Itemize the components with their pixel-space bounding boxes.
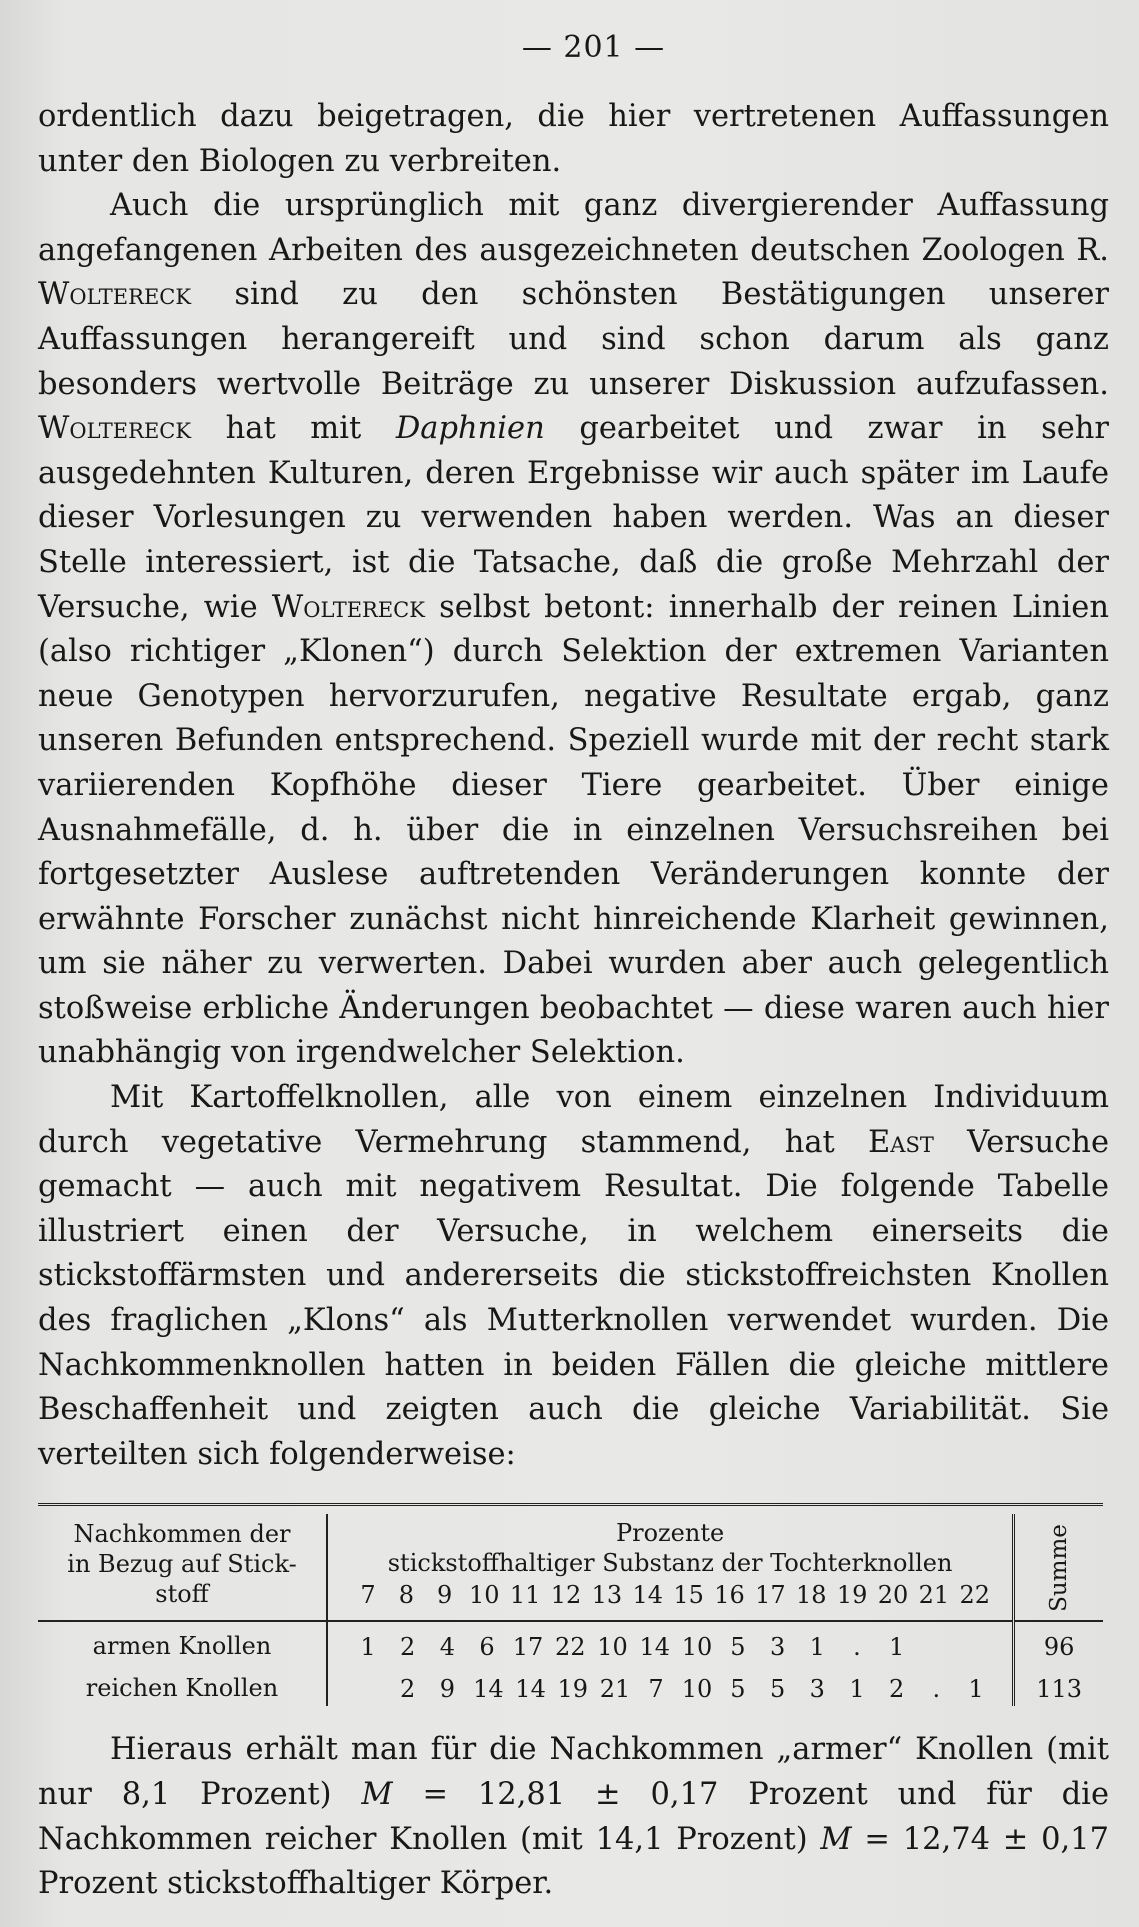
table-cell: 5 [730, 1633, 746, 1662]
table-cell: 2 [400, 1675, 416, 1704]
table-column-header: 19 [836, 1581, 868, 1610]
table-head-left-line: in Bezug auf Stick- [67, 1550, 297, 1579]
table-cell: 19 [557, 1675, 589, 1704]
author-name-east: East [868, 1124, 934, 1160]
table-row-values [327, 1621, 1014, 1664]
table-cell: 1 [809, 1633, 825, 1662]
taxon-daphnien: Daphnien [395, 411, 545, 447]
mean-symbol: M [361, 1777, 393, 1812]
table-cell: 1 [889, 1633, 905, 1662]
paragraph-4-text-b: = 12,81 ± 0,17 Prozent und für die Nachkommen reicher Knollen (mit 14,1 Prozent) [38, 1777, 1109, 1857]
table-header-row [38, 1514, 1103, 1621]
table-row [38, 1621, 1103, 1664]
table-head-subtitle: stickstoffhaltiger Substanz der Tochterknollen [387, 1549, 953, 1578]
table-cell: . [932, 1675, 941, 1704]
paragraph-2-text-a: Auch die ursprünglich mit ganz divergierender Auffassung angefangenen Arbeiten des ausgezeichneten deutschen Zoologen R. [38, 188, 1109, 268]
table-column-header: 17 [755, 1581, 786, 1610]
table-cell: 1 [360, 1633, 376, 1662]
table-cell: 2 [400, 1633, 416, 1662]
table-cell: 14 [473, 1675, 504, 1704]
table-cell [922, 1632, 950, 1662]
table-cell: 5 [730, 1675, 746, 1704]
paragraph-3-text-b: Versuche gemacht — auch mit negativem Resultat. Die folgende Tabelle illustriert einen der Versuche, in welchem einerseits die stickstoffärmsten und andererseits die stickstoffreichsten Knollen des fraglichen „Klons“ als Mutterknollen verwendet wurden. Die Nachkommenknollen hatten in beiden Fällen die gleiche mittlere Beschaffenheit und zeigten auch die gleiche Variabilität. Sie verteilten sich folgenderweise: [38, 1124, 1110, 1472]
paragraph-2-text-c: hat mit [191, 411, 396, 447]
table-cell: . [853, 1633, 861, 1662]
table-cell: 1 [968, 1675, 984, 1704]
paragraph-3 [38, 1076, 1109, 1477]
table-cell: 10 [681, 1633, 713, 1662]
paragraph-1: ordentlich dazu beigetragen, die hier vertretenen Auffassungen unter den Biologen zu verbreiten. [38, 99, 1109, 179]
table-column-header: 15 [673, 1581, 704, 1610]
paragraph-4-text-c: = 12,74 ± 0,17 Prozent stickstoffhaltiger Körper. [38, 1821, 1109, 1902]
table-cell: 17 [512, 1633, 544, 1662]
table-cell: 7 [648, 1675, 664, 1704]
table-column-header: 10 [468, 1581, 500, 1610]
table-cell [962, 1632, 990, 1662]
table-cell: 6 [479, 1633, 495, 1662]
table-column-header: 9 [437, 1581, 453, 1610]
paragraph-2-text-e: selbst betont: innerhalb der reinen Linien (also richtiger „Klonen“) durch Selektion der extremen Varianten neue Genotypen hervorzurufen, negative Resultate ergab, ganz unseren Befunden entsprechend. Speziell wurde mit der recht stark variierenden Kopfhöhe dieser Tiere gearbeitet. Über einige Ausnahmefälle, d. h. über die in einzelnen Versuchsreihen bei fortgesetzter Auslese auftretenden Veränderungen konnte der erwähnte Forscher zunächst nicht hinreichende Klarheit gewinnen, um sie näher zu verwerten. Dabei wurden aber auch gelegentlich stoßweise erbliche Änderungen beobachtet — diese waren auch hier unabhängig von irgendwelcher Selektion. [38, 589, 1109, 1071]
table-cell: 14 [515, 1675, 546, 1704]
author-name-woltereck: Woltereck [38, 411, 192, 447]
author-name-woltereck: Woltereck [38, 277, 192, 313]
paragraph-2-text-d: gearbeitet und zwar in sehr ausgedehnten Kulturen, deren Ergebnisse wir auch später im Laufe dieser Vorlesungen zu verwenden haben werden. Was an dieser Stelle interessiert, ist die Tatsache, daß die große Mehrzahl der Versuche, wie [38, 411, 1110, 625]
table-column-header: 12 [550, 1581, 582, 1610]
table-column-header: 8 [398, 1581, 414, 1610]
table-cell: 3 [769, 1633, 786, 1662]
table-column-header: 7 [360, 1581, 376, 1610]
table-cell: 1 [849, 1675, 865, 1704]
table-head-left-line: stoff [155, 1580, 209, 1609]
table-head-mid [327, 1514, 1014, 1621]
table-head-left-line: Nachkommen der [73, 1520, 291, 1549]
paragraph-2-text-b: sind zu den schönsten Bestätigungen unserer Auffassungen herangereift und sind schon darum als ganz besonders wertvolle Beiträge zu unserer Diskussion aufzufassen. [38, 277, 1109, 402]
table-row-cells [354, 1632, 990, 1662]
table-row-sum: 96 [1014, 1621, 1103, 1664]
table-head-sum [1014, 1514, 1103, 1621]
table-head-sum-label: Summe [1046, 1524, 1073, 1612]
paragraph-2 [38, 184, 1109, 1076]
author-name-woltereck: Woltereck [271, 589, 425, 625]
paragraph-4-text-a: Hieraus erhält man für die Nachkommen „armer“ Knollen (mit nur 8,1 Prozent) [38, 1732, 1109, 1812]
table-column-header: 16 [714, 1581, 745, 1610]
table-cell: 10 [597, 1633, 628, 1662]
table-row-label: armen Knollen [38, 1621, 327, 1664]
nitrogen-table [38, 1503, 1103, 1706]
table-head-left [38, 1514, 327, 1621]
mean-symbol: M [820, 1821, 852, 1857]
paragraph-3-text-a: Mit Kartoffelknollen, alle von einem einzelnen Individuum durch vegetative Vermehrung stammend, hat [38, 1080, 1109, 1160]
table-cell: 9 [439, 1675, 456, 1704]
table-column-header: 14 [632, 1581, 664, 1610]
table-column-header: 18 [795, 1581, 827, 1610]
table-column-header: 21 [918, 1581, 950, 1610]
table-top-rule [38, 1505, 1103, 1515]
table-cell: 3 [809, 1675, 825, 1704]
table-row-cells [354, 1674, 990, 1704]
table-column-headers [354, 1580, 990, 1610]
table-column-header: 11 [509, 1581, 541, 1610]
table-cell: 22 [554, 1633, 586, 1662]
table-cell: 10 [681, 1675, 713, 1704]
table-row-values [327, 1664, 1014, 1706]
page-number: — 201 — [521, 30, 666, 65]
table-head-title: Prozente [615, 1519, 725, 1548]
table-cell: 2 [889, 1675, 905, 1704]
table-cell: 14 [639, 1633, 670, 1662]
table-cell: 4 [439, 1633, 456, 1662]
table-row-label: reichen Knollen [38, 1664, 327, 1706]
table-cell [354, 1674, 382, 1704]
table-cell: 21 [599, 1675, 631, 1704]
table-row [38, 1664, 1103, 1706]
table-row-sum: 113 [1014, 1664, 1103, 1706]
table-column-header: 22 [959, 1581, 991, 1610]
paragraph-4 [38, 1728, 1109, 1906]
table-cell: 5 [769, 1675, 786, 1704]
table-column-header: 13 [591, 1581, 623, 1610]
table-column-header: 20 [877, 1581, 909, 1610]
